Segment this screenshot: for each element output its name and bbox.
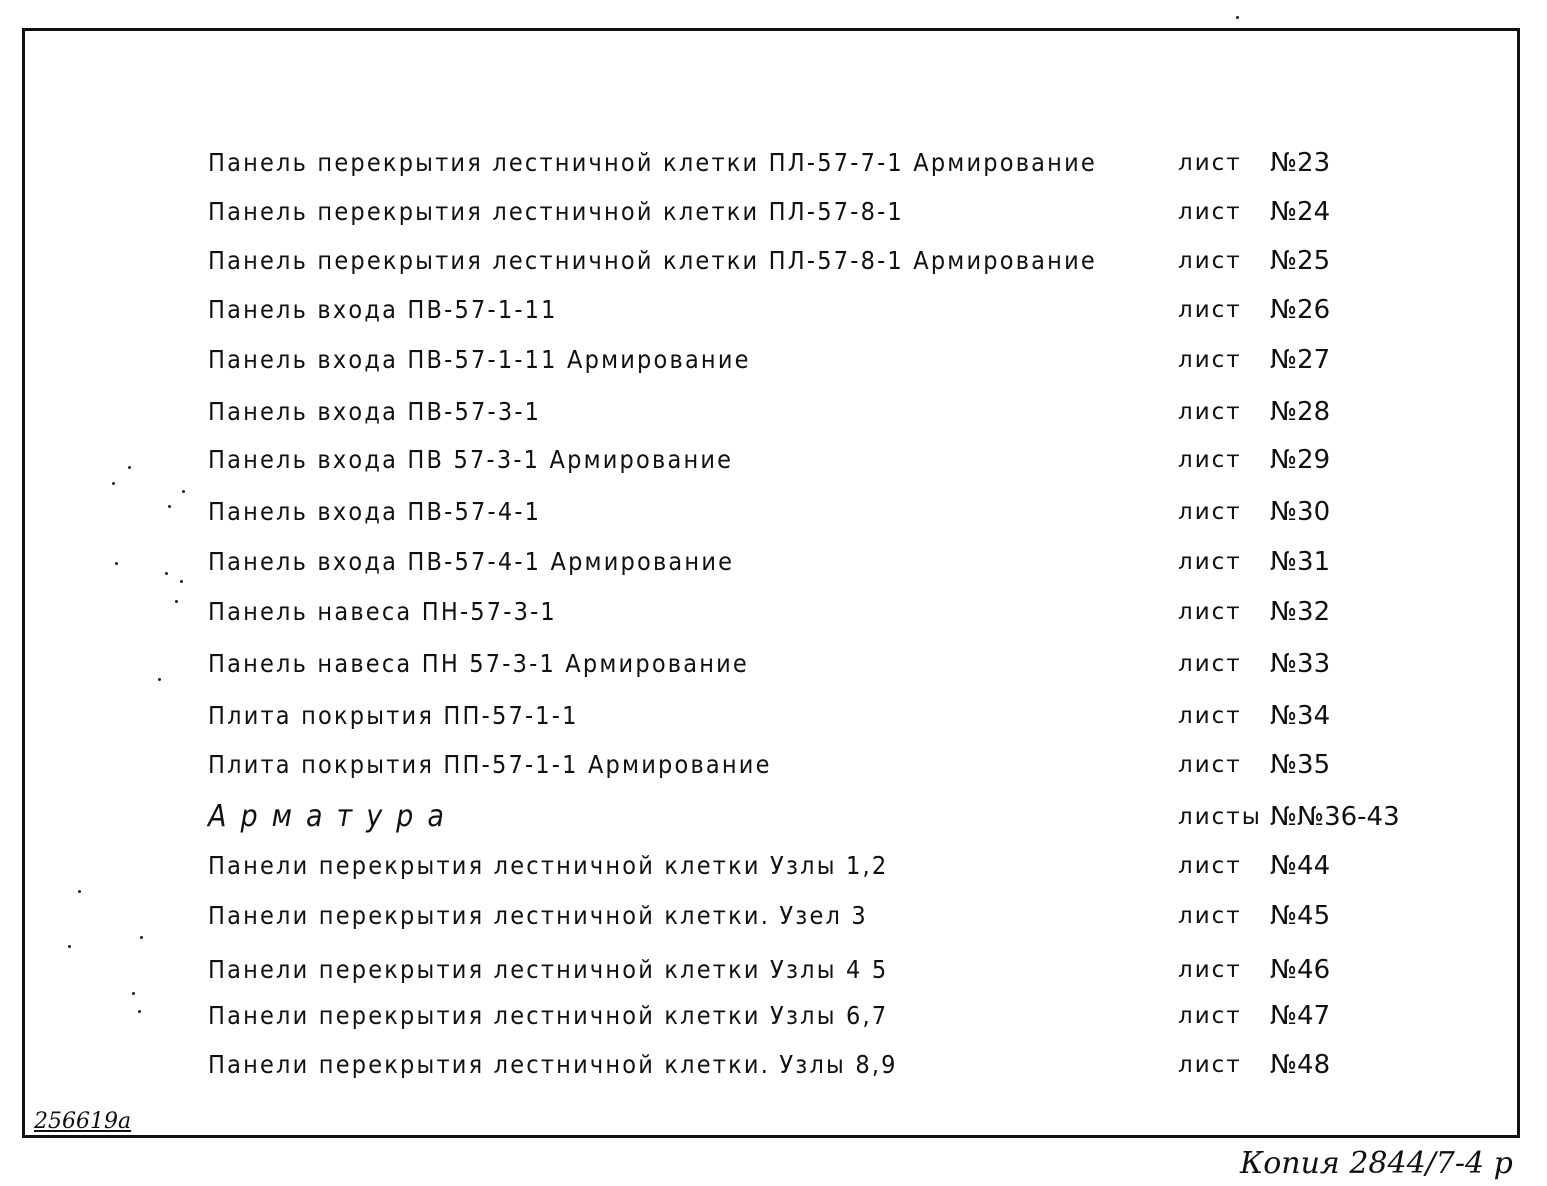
entry-sheet-number: №46 [1270, 955, 1331, 985]
list-item [208, 644, 1408, 684]
entry-sheet-label: лист [1178, 347, 1242, 373]
entry-title: Панели перекрытия лестничной клетки. Узлы 8,9 [208, 1050, 898, 1079]
entry-sheet-label: лист [1178, 447, 1242, 473]
entry-sheet-label: лист [1178, 549, 1242, 575]
entry-sheet-number: №23 [1270, 148, 1331, 178]
scan-speck [140, 936, 143, 939]
entry-title: Панели перекрытия лестничной клетки. Узел 3 [208, 901, 868, 930]
entry-sheet-number: №33 [1270, 649, 1331, 679]
entry-title: Панель перекрытия лестничной клетки ПЛ-57-7-1 Армирование [208, 148, 1097, 177]
entry-sheet-number: №32 [1270, 597, 1331, 627]
entry-sheet-number: №24 [1270, 197, 1331, 227]
entry-title: Панели перекрытия лестничной клетки Узлы 6,7 [208, 1001, 889, 1030]
entry-sheet-number: №31 [1270, 547, 1331, 577]
entry-sheet-number: №26 [1270, 295, 1331, 325]
list-item [208, 996, 1408, 1036]
scan-speck [168, 505, 171, 508]
list-item [208, 1045, 1408, 1085]
entry-sheet-label: лист [1178, 1003, 1242, 1029]
entry-title: Панель навеса ПН 57-3-1 Армирование [208, 649, 749, 678]
entry-title: Арматура [208, 799, 458, 834]
entry-sheet-label: лист [1178, 599, 1242, 625]
entry-title: Панели перекрытия лестничной клетки Узлы 1,2 [208, 851, 889, 880]
list-item [208, 745, 1408, 785]
entry-sheet-number: №30 [1270, 497, 1331, 527]
entry-sheet-number: №47 [1270, 1001, 1331, 1031]
list-item [208, 340, 1408, 380]
entry-sheet-label: лист [1178, 297, 1242, 323]
entry-sheet-label: лист [1178, 651, 1242, 677]
entry-sheet-label: лист [1178, 752, 1242, 778]
entry-sheet-number: №28 [1270, 397, 1331, 427]
list-item [208, 440, 1408, 480]
entry-sheet-number: №25 [1270, 246, 1331, 276]
entry-title: Панель входа ПВ 57-3-1 Армирование [208, 445, 734, 474]
scan-speck [68, 945, 71, 948]
scan-speck [132, 992, 135, 995]
scan-speck [128, 466, 131, 469]
entry-title: Панель входа ПВ-57-3-1 [208, 397, 542, 426]
entry-sheet-label: лист [1178, 199, 1242, 225]
list-item [208, 290, 1408, 330]
list-item [208, 542, 1408, 582]
entry-title: Панель входа ПВ-57-1-11 Армирование [208, 345, 751, 374]
list-item [208, 192, 1408, 232]
entry-sheet-number: №29 [1270, 445, 1331, 475]
scan-speck [182, 490, 185, 493]
scan-speck [138, 1010, 141, 1013]
entry-title: Панель входа ПВ-57-4-1 [208, 497, 542, 526]
scan-speck [175, 600, 178, 603]
entry-sheet-number: №45 [1270, 901, 1331, 931]
entry-title: Панели перекрытия лестничной клетки Узлы 4 5 [208, 955, 889, 984]
list-item [208, 392, 1408, 432]
entry-sheet-number: №48 [1270, 1050, 1331, 1080]
list-item [208, 143, 1408, 183]
entry-sheet-label: лист [1178, 903, 1242, 929]
entry-title: Панель входа ПВ-57-1-11 [208, 295, 558, 324]
list-item [208, 592, 1408, 632]
scan-speck [115, 562, 118, 565]
entry-title: Панель навеса ПН-57-3-1 [208, 597, 557, 626]
list-item [208, 950, 1408, 990]
copy-note: Копия 2844/7-4 р [1240, 1146, 1513, 1181]
entry-title: Панель входа ПВ-57-4-1 Армирование [208, 547, 735, 576]
list-item [208, 696, 1408, 736]
scan-speck [78, 890, 81, 893]
list-item [208, 846, 1408, 886]
entry-title: Плита покрытия ПП-57-1-1 [208, 701, 579, 730]
entry-title: Панель перекрытия лестничной клетки ПЛ-57-8-1 [208, 197, 904, 226]
entry-sheet-number: №№36-43 [1270, 802, 1400, 832]
scan-speck [158, 678, 161, 681]
list-item [208, 797, 1408, 837]
scan-speck [1236, 16, 1239, 19]
list-item [208, 492, 1408, 532]
entry-sheet-number: №34 [1270, 701, 1331, 731]
scan-speck [112, 482, 115, 485]
entry-sheet-number: №44 [1270, 851, 1331, 881]
entry-sheet-label: лист [1178, 150, 1242, 176]
inventory-number: 256619а [34, 1109, 132, 1134]
entry-title: Плита покрытия ПП-57-1-1 Армирование [208, 750, 772, 779]
entry-sheet-number: №27 [1270, 345, 1331, 375]
list-item [208, 241, 1408, 281]
scan-speck [165, 572, 168, 575]
entry-sheet-label: лист [1178, 853, 1242, 879]
entry-sheet-label: лист [1178, 248, 1242, 274]
list-item [208, 896, 1408, 936]
entry-sheet-number: №35 [1270, 750, 1331, 780]
entry-title: Панель перекрытия лестничной клетки ПЛ-57-8-1 Армирование [208, 246, 1097, 275]
entry-sheet-label: лист [1178, 1052, 1242, 1078]
entry-sheet-label: листы [1178, 804, 1262, 830]
entry-sheet-label: лист [1178, 499, 1242, 525]
entry-sheet-label: лист [1178, 399, 1242, 425]
entry-sheet-label: лист [1178, 957, 1242, 983]
entry-sheet-label: лист [1178, 703, 1242, 729]
scan-speck [180, 580, 183, 583]
